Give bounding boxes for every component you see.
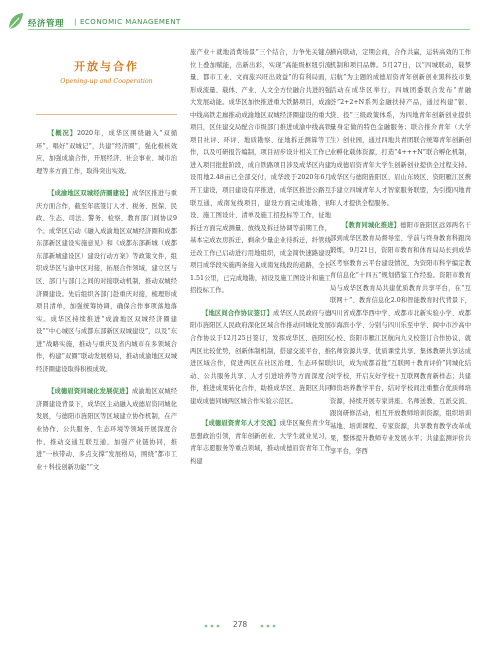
paragraph-text: 成华区人民政府与德阳市旌阳区人民政府深化区域合作推动同城化发展合作协议于12月25日签订，发挥成华区、旌阳区两区比较优势，创新体制机制，搭建交流平台，推进区域合作，促进两区在社区治理、生态环保联动、公共服务共享、人才引进培养等方面深度合作，推进成果转化合作，助推成华区、旌阳区共同建成成德同城两区城合作实验示范区。	[190, 309, 332, 405]
article-title: 开放与合作	[74, 60, 139, 73]
paragraph	[36, 386, 177, 474]
section-heading: 【概况】	[48, 130, 78, 137]
section-name-en: ECONOMIC MANAGEMENT	[80, 18, 181, 26]
paragraph: 横向联动，定期会商，合作共赢，运转高效的工作机制和项目品牌。5月27日，以“四城联动，载梦启航”为主题的成德眉资青年创新创业黑科技市集活动在成华区举行，四城团委联合发布“青融荟”2+2+N系列金融扶持产品，通过构建“银、贷、投”三级政策体系，为四地青年创新创业提供量身定做的特色金融服务；联合推介青年（大学生）创业园，通过四地共青团联合统筹青年创新创业孵化载体资源，打造“4+++N”联合孵化机制，为成德眉资青年大学生创新创业提供全过程支持。成华区与德阳旌阳区、眉山东坡区、资阳雁江区携手建立四城青年人才智家服务联盟，为引揽四地青年人才提供全程服务。	[330, 49, 471, 207]
header-rule	[28, 29, 470, 30]
section-heading: 【成德眉资青年人才交流】	[202, 420, 280, 428]
header-separator: |	[74, 18, 77, 26]
title-rule	[36, 114, 177, 115]
section-name-cn: 经济管理	[28, 19, 65, 29]
section-heading: 【地区间合作协议签订】	[202, 309, 274, 317]
article-title-block	[36, 52, 177, 119]
page-number: 278	[232, 620, 248, 629]
paragraph	[190, 418, 331, 468]
paragraph	[330, 220, 471, 458]
text-column-1	[36, 128, 177, 474]
leaf-icon	[6, 10, 26, 32]
paragraph-text: 成华区推进与重庆方面合作，截至年底签订人才、税务、医保、民政、生态、司法、警务、检察、教育部门间协议9个。成华区启动《融入成渝地区双城经济圈和成都东部新区建设实施意见》和《成都东部新城（成都东部新城建设区）建设行动方案》等政策文件，组织成华区与渝中区对接，拓展合作领域，建立区与区、部门与部门之间的对接联动机制，推动双城经济圈建设。先后组织各部门赴重庆对接，梳理形成项目清单，加强统筹协调，确保合作事项落地落实。成华区持续推进“成渝地区双城经济圈建设”“中心城区与成都东部新区双城建设”，以及“东进”战略实施，推动与重庆及省内城市在多领域合作，构建“双圈”联动发展格局，推动成渝地区双城经济圈建设取得积极成效。	[36, 190, 178, 373]
section-heading: 【成德眉资同城化发展促进】	[48, 388, 132, 396]
footer-dots-left-icon	[203, 624, 221, 628]
section-heading: 【成渝地区双城经济圈建设】	[48, 190, 132, 198]
page-header	[0, 0, 480, 40]
paragraph	[190, 308, 331, 408]
paragraph-text: 成渝地区双城经济圈建设背景下，成华区主动融入成德眉资同城化发展，与德阳市旌阳区等区域建立协作机制，在产业协作、公共服务、生态环境等领域开展深度合作，推动交通互联互通，加强产业链协同，推进“一核带动、多点支撑”发展格局，围绕“都市工业＋科技创新功能”“文	[36, 388, 178, 471]
paragraph-text: 2020年，成华区围绕融入“双循环”，唱好“双城记”，共建“经济圈”，强化极核效应，加强成渝合作，开展经济、社会事业、城市治理等多方面工作，取得突出实效。	[36, 130, 177, 175]
footer-dots-right-icon	[259, 624, 277, 628]
article-subtitle: Opening-up and Cooperation	[60, 78, 153, 85]
paragraph-text: 德阳市旌阳区远郊两名干部到成华区教育局督导室、学前与终身教育科跟岗锻炼，9月21日，资阳市教育和体育局局长到成华区考察教育云平台建设情况，为资阳市科学编定教育信息化“十四五”规划借鉴工作经验。资阳市教育局与成华区教育局共建优质教育共享平台，在“互联网＋”、教育信息化2.0和智能教育时代背景下，四川省成都华西中学、成都市北新实验小学、成都市海滨小学、分别与四川乐至中学、阆中市沙高中心校、资阳市雁江区航向九义校签订合作协议，就名师资源共享、优质课堂共享、集体教研共享达成共识，成为成都首批“互联网＋教育评价”同城化结对学校，开启友好学校＋互联网教育新样态；共建师资培养教学平台，结对学校间注重整合优质师培资源，持续开展专家讲座、名师送教、互派交流、跟岗研修活动，相互开放教师培训资源，组织培训基地、培训课程、专家资源，共享教育教学改革成果，整体提升教师专业发展水平；共建监测评价共享平台，华西	[330, 222, 472, 455]
paragraph-text: 成华区聚焦青少年思想政治引领，青年创新创业、大学生就业见习，青年志愿服务等重点领域，推动成德眉资青年工作构建	[190, 420, 332, 465]
text-column-2	[190, 47, 331, 469]
paragraph	[36, 188, 177, 376]
section-heading: 【教育同城化推进】	[342, 222, 401, 230]
text-column-3	[330, 47, 471, 459]
paragraph: 旅产业＋就地消费场景”三个结合，力争先关键点位上叠加赋能，出新出彩，实现“高能级枢纽引流量、都市工业、文商旅兴旺出效益”的有利局面，形成流量、载体、产业、人文全方位融合共进的强大发展动能。成华区加快推进重大铁路项目，成渝中线高铁走廊推动成渝地区双城经济圈建设的重大项目，区住建交局配合市级部门推进成渝中线高铁项目社评、环评、地质勘察、征地拆迁测算等工作，以及可研报告编制，项目初步设计相关工作已进入项目批批阶段，成自铁路项目涉及成华区内建设用地2.48亩已全部交付，成华段于2020年6月开工建设，项目建设有序推进，成华区推进公路互联互通，成南复线项目，建设方面完成地勘、初设、施工图设计、清单及施工招投标等工作，征地拆迁方面完成测量、放线及拆迁协调等前期工作，基本完成农房拆迁，剩余少量企业待拆迁，纤管线迁改工作已启动进行用地组织，成金简快速路建设项目成华段实施两条接入成南复线段的道路，全长1.51公里，已完成地勘，初设及施工图设计和施工招投标工作。	[190, 49, 331, 295]
paragraph	[36, 128, 177, 178]
page-footer	[0, 620, 480, 640]
